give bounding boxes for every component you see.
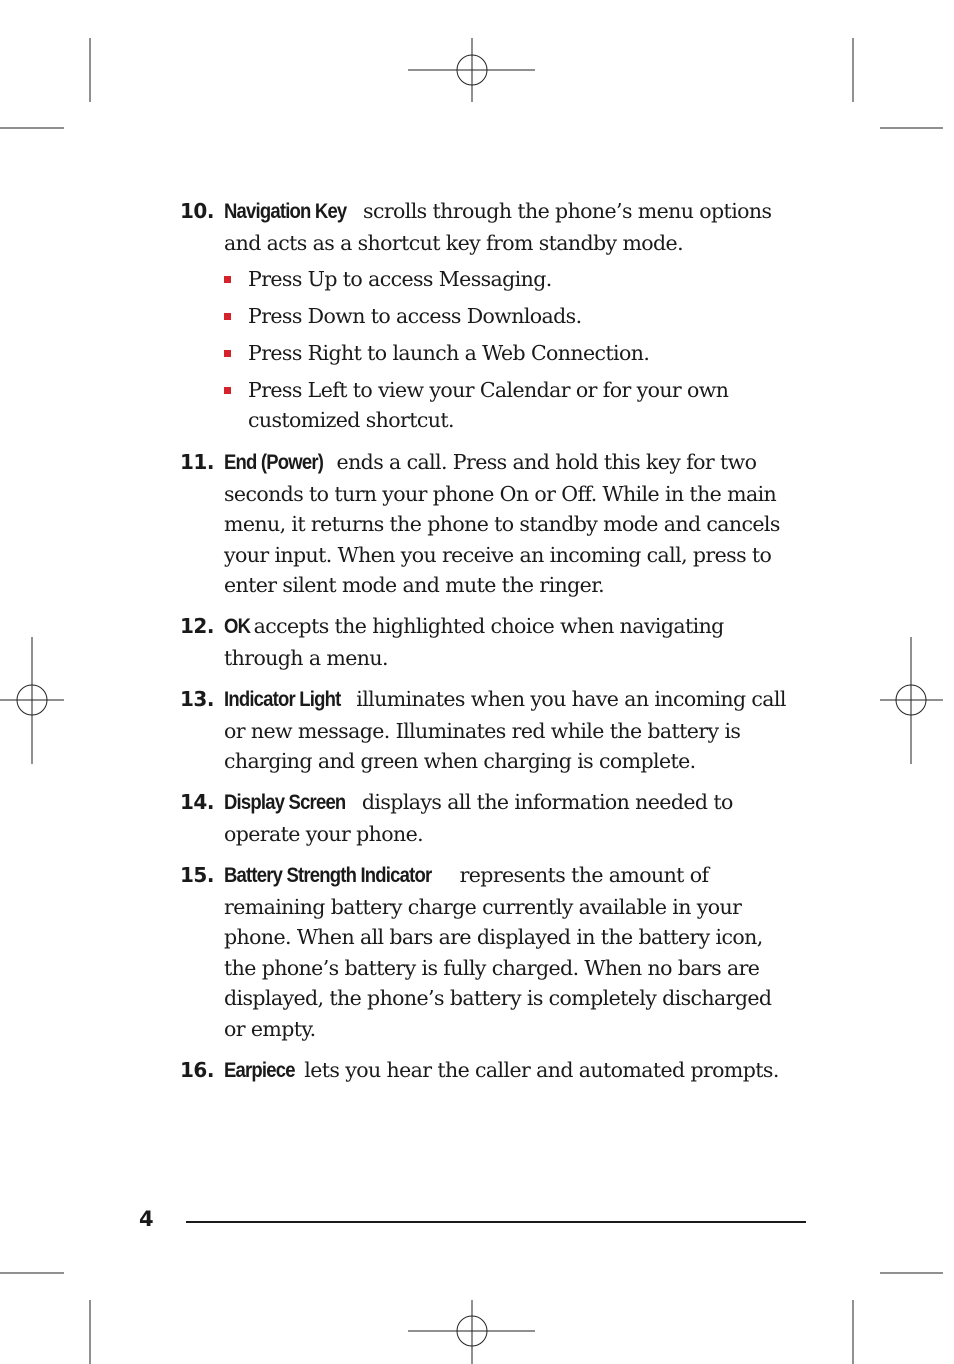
bullet-text: Press Left to view your Calendar or for your own customized shortcut.: [248, 378, 729, 432]
list-item-display-screen: [180, 787, 790, 849]
bullet-item: [224, 264, 790, 294]
list-item-battery-strength-indicator: [180, 860, 790, 1044]
list-item-indicator-light: [180, 684, 790, 777]
item-number: 11.: [180, 450, 214, 474]
item-term: OK: [224, 615, 251, 638]
item-number: 13.: [180, 687, 214, 711]
item-term: End (Power): [224, 451, 324, 474]
bullet-square-icon: [224, 276, 231, 283]
item-text: scrolls through the phone’s menu options and acts as a shortcut key from standby mode.: [224, 199, 772, 255]
item-term: Battery Strength Indicator: [224, 864, 432, 887]
bullet-text: Press Right to launch a Web Connection.: [248, 341, 650, 365]
item-number: 10.: [180, 199, 214, 223]
item-term: Earpiece: [224, 1059, 295, 1082]
item-number: 12.: [180, 614, 214, 638]
item-description: [224, 196, 790, 258]
item-term: Display Screen: [224, 791, 346, 814]
item-description: [224, 860, 790, 1044]
item-description: [224, 787, 790, 849]
item-text: illuminates when you have an incoming call or new message. Illuminates red while the battery is charging and green when charging is complete.: [224, 687, 786, 773]
list-item-navigation-key: [180, 196, 790, 442]
bullet-square-icon: [224, 387, 231, 394]
item-term: Indicator Light: [224, 688, 341, 711]
bullet-item: [224, 301, 790, 331]
bullet-text: Press Up to access Messaging.: [248, 267, 552, 291]
list-item-earpiece: [180, 1055, 800, 1087]
item-description: [224, 611, 790, 673]
bullet-item: [224, 338, 790, 368]
item-number: 16.: [180, 1058, 214, 1082]
list-item-ok: [180, 611, 790, 673]
item-text: lets you hear the caller and automated prompts.: [304, 1058, 779, 1082]
footer-rule: [186, 1221, 806, 1223]
page-number: 4: [139, 1207, 154, 1231]
bullet-item: [224, 375, 790, 435]
item-description: [224, 1055, 800, 1087]
item-description: [224, 684, 790, 777]
bullet-text: Press Down to access Downloads.: [248, 304, 582, 328]
bullet-square-icon: [224, 313, 231, 320]
item-text: displays all the information needed to operate your phone.: [224, 790, 733, 846]
list-item-end-power: [180, 447, 790, 601]
item-term: Navigation Key: [224, 200, 347, 223]
item-text: accepts the highlighted choice when navigating through a menu.: [224, 614, 724, 670]
bullet-list: [224, 264, 790, 435]
item-description: [224, 447, 790, 601]
item-text: represents the amount of remaining battery charge currently available in your phone. When all bars are displayed in the battery icon, the phone’s battery is fully charged. When no bars are displayed, the phone’s battery is completely discharged or empty.: [224, 863, 772, 1041]
item-text: ends a call. Press and hold this key for two seconds to turn your phone On or Off. While in the main menu, it returns the phone to standby mode and cancels your input. When you receive an incoming call, press to enter silent mode and mute the ringer.: [224, 450, 780, 597]
bullet-square-icon: [224, 350, 231, 357]
item-number: 14.: [180, 790, 214, 814]
item-number: 15.: [180, 863, 214, 887]
